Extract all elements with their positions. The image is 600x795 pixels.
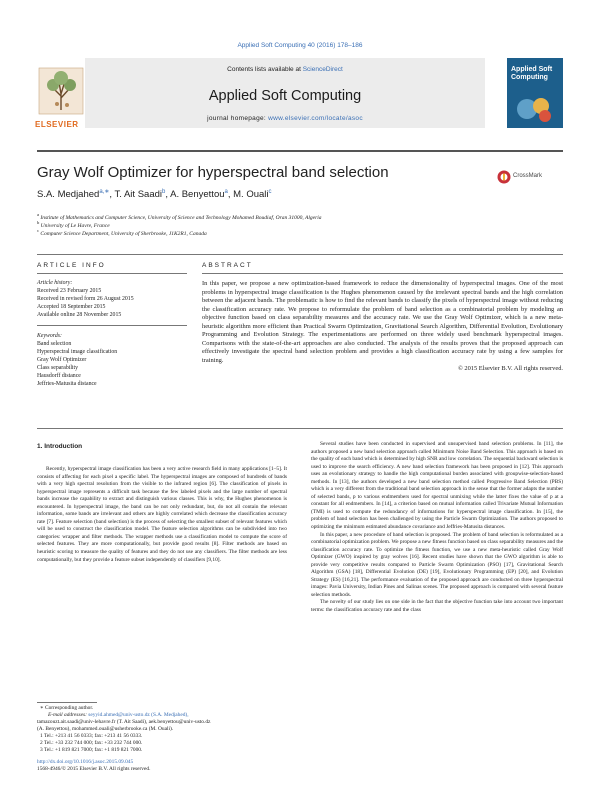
elsevier-tree-logo[interactable] [37, 66, 87, 128]
homepage-line [85, 115, 485, 122]
abstract-heading: ABSTRACT [202, 262, 253, 269]
author-list [37, 188, 272, 200]
email-address[interactable]: seyyid.ahmed@univ-usto.dz (S.A. Medjahed), [88, 712, 189, 718]
intro-paragraph: Several studies have been conducted in supervised and unsupervised band selection problems. In [11], the authors proposed a new band selection approach called Minimum Noise Band Selection. This approach is based on the quality of each band which is determined by high SNR and low correlation. The sequential backward selection is used to improve the search efficiency. A new band selection framework has been proposed in [12]. This approach uses an evolutionary strategy to handle the high computational burden associated with groupwise-selection-based methods. In [13], the authors developed a new band selection method called Progressive Band Selection (PBS) which is a very different from the traditional band selection approach in the sense that the former adapts the number of selected bands, p to various endmembers used for spectral unmixing while the latter fixes the value of p at a constant for all endmembers. In [14], a criterion based on mutual information called Trivariate Mutual Information (TMI) is used to compute the redundancy of informations for hyperspectral image classification. In [15], the problem of band selection has been challenged by using the Particle Swarm Optimization. The authors proposed to optimizing the minimum estimated abundance covariance and Jeffries-Matusita distances. [311, 441, 563, 531]
introduction-heading: 1. Introduction [37, 443, 83, 450]
abstract-bottom-rule [37, 428, 563, 429]
issn-line: 1568-4946/© 2015 Elsevier B.V. All rights reserved. [37, 766, 151, 772]
journal-cover-thumbnail[interactable] [507, 58, 563, 128]
keyword: Hausdorff distance [37, 373, 81, 379]
abstract-text: In this paper, we propose a new optimization-based framework to reduce the dimensionality of hyperspectral images. One of the most problems in hyperspectral image classification is the Hughes phenomenon caused by the irrelevant spectral bands and the high correlation between the adjacent bands. The problematic is how to find the relevant bands to classify the pixels of hyperspectral image without reducing the classification accuracy rate. We propose to reformulate the problem of band selection as a combinatorial problem by modeling an objective function based on class separability measures and the accuracy rate. We use the Gray Wolf Optimizer, which is a new meta-heuristic algorithm more efficient than Practical Swarm Optimization, Gravitational Search Algorithm, Differential Evolution, Evolutionary Programming and Evolution Strategy. The experimentations are performed on three widely used benchmark hyperspectral images. Comparisons with the state-of-the-art approaches are also conducted. The analysis of the results proves that the proposed approach can effectively investigate the spectral band selection problem and provides a high classification accuracy rate by using a few samples for training. [202, 280, 563, 364]
email-line[interactable]: tamazouzt.ait.saadi@univ-lehavre.fr (T. Ait Saadi), aek.benyettou@univ-usto.dz [37, 719, 211, 725]
abstract-copyright: © 2015 Elsevier B.V. All rights reserved. [457, 365, 563, 372]
keyword: Band selection [37, 341, 72, 347]
contents-prefix: Contents lists available at [227, 66, 301, 73]
corresponding-author-note: ∗ Corresponding author. [40, 705, 94, 711]
cover-title: Applied Soft Computing [511, 66, 553, 81]
keywords-label: Keywords: [37, 333, 62, 339]
phone-note: 1 Tel.: +213 41 56 0333; fax: +213 41 56 0333. [40, 733, 143, 739]
cover-art-icon [513, 94, 557, 124]
abstract-head-rule [202, 273, 563, 274]
history-item: Received 23 February 2015 [37, 288, 102, 294]
journal-masthead [37, 58, 563, 128]
phone-note: 2 Tel.: +33 232 744 000; fax: +33 232 744 000. [40, 740, 143, 746]
info-top-rule [37, 254, 563, 255]
email-label: E-mail addresses: [48, 712, 87, 718]
history-item: Accepted 18 September 2015 [37, 304, 106, 310]
author-3[interactable]: A. Benyettou$^a$, [170, 189, 234, 201]
sciencedirect-link[interactable]: ScienceDirect [302, 66, 343, 73]
paper-title: Gray Wolf Optimizer for hyperspectral band selection [37, 164, 389, 181]
keyword: Hyperspectral image classification [37, 349, 118, 355]
author-1[interactable]: S.A. Medjahed$^{a,∗}$, [37, 189, 115, 201]
homepage-prefix: journal homepage: [207, 115, 267, 122]
affiliation-c: $^c$ Computer Science Department, University of Sherbrooke, J1K2R1, Canada [37, 228, 207, 237]
running-header[interactable]: Applied Soft Computing 40 (2016) 178–186 [237, 42, 363, 49]
article-info-heading: ARTICLE INFO [37, 262, 106, 269]
intro-paragraph: The novelty of our study lies on one side in the fact that the objective function take into account two important terms: the classification accuracy rate and the class [311, 599, 563, 614]
history-item: Received in revised form 26 August 2015 [37, 296, 134, 302]
keywords-rule [37, 325, 187, 326]
abstract-body [202, 280, 563, 374]
homepage-link[interactable]: www.elsevier.com/locate/asoc [268, 115, 363, 122]
intro-paragraph: In this paper, a new procedure of band selection is proposed. The problem of band selection is reformulated as a combinatorial optimization problem. We propose a new fitness function based on class separability measures and the classification accuracy rate. To optimize the fitness function, we use a new meta-heuristic called Gray Wolf Optimizer (GWO) inspired by gray wolves [16]. Recent studies have shown that the GWO algorithm is able to provide very competitive results compared to Particle Swarm Optimization (PSO) [17], Gravitational Search Algorithm (GSA) [18], Differential Evolution (DE) [19], Evolutionary Programming (EP) [20], and Evolution Strategy (ES) [16,21]. The performance evaluation of the proposed approach are conducted on three hyperspectral images: Pavia University, Indian Pines and Salinas scenes. The proposed approach is compared with several feature selection methods. [311, 531, 563, 598]
contents-line [85, 66, 485, 73]
crossmark-icon [497, 170, 511, 184]
affiliation-b: $^b$ University of Le Havre, France [37, 220, 110, 229]
doi-link[interactable]: http://dx.doi.org/10.1016/j.asoc.2015.09.045 [37, 759, 134, 765]
keyword: Gray Wolf Optimizer [37, 357, 87, 363]
publisher-name: ELSEVIER [35, 120, 79, 129]
intro-left-paragraph: Recently, hyperspectral image classification has been a very active research field in many applications [1–5]. It consists of affecting for each pixel a specific label. The hyperspectral images are composed of hundreds of bands with a very high spectral resolution from the visible to the infrared region [6]. The classification of pixels in hyperspectral image represents a difficult task because the few labeled pixels and the large number of spectral bands increase the capability to extract and distinguish various classes. This is why, the Hughes phenomenon is encountered. In hyperspectral image, the band can be not only redundant, but, do not all contain the relevant information, some bands are irrelevant and others are highly correlated which decrease the classification accuracy rate [7]. Feature selection (band selection) is the process of selecting the smallest subset of relevant features which will be used to construct the classification model. The feature selection algorithms can be subdivided into two categories: wrapper and filter methods. The wrapper methods use a classification model to compute the score of selected features. They are more computationally, but provide good results [8]. Filter methods are based on heuristic scoring to measure the quality of features and they do not use any classifiers. The filter methods are less computationally, but they provide a feature subset independently of classifiers [9,10]. [37, 466, 287, 563]
history-item: Available online 28 November 2015 [37, 312, 122, 318]
author-2[interactable]: T. Ait Saadi$^b$, [114, 189, 171, 201]
info-head-rule [37, 273, 187, 274]
keyword: Jeffries-Matusita distance [37, 381, 97, 387]
author-4[interactable]: M. Ouali$^c$ [233, 189, 272, 201]
masthead-rule [37, 150, 563, 152]
crossmark-badge[interactable] [497, 170, 561, 184]
affiliation-a: $^a$ Institute of Mathematics and Computer Science, University of Science and Technology Mohamed Boudiaf, Oran 31000, Algeria [37, 212, 322, 221]
crossmark-label: CrossMark [513, 173, 543, 179]
history-label: Article history: [37, 280, 73, 286]
intro-right-column [311, 441, 563, 615]
footnote-rule [37, 702, 97, 703]
journal-title: Applied Soft Computing [208, 88, 362, 104]
keyword: Class separability [37, 365, 79, 371]
email-line[interactable]: (A. Benyettou), mohammed.ouali@usherbrooke.ca (M. Ouali). [37, 726, 174, 732]
phone-note: 3 Tel.: +1 819 821 7000; fax: +1 819 821 7000. [40, 747, 143, 753]
